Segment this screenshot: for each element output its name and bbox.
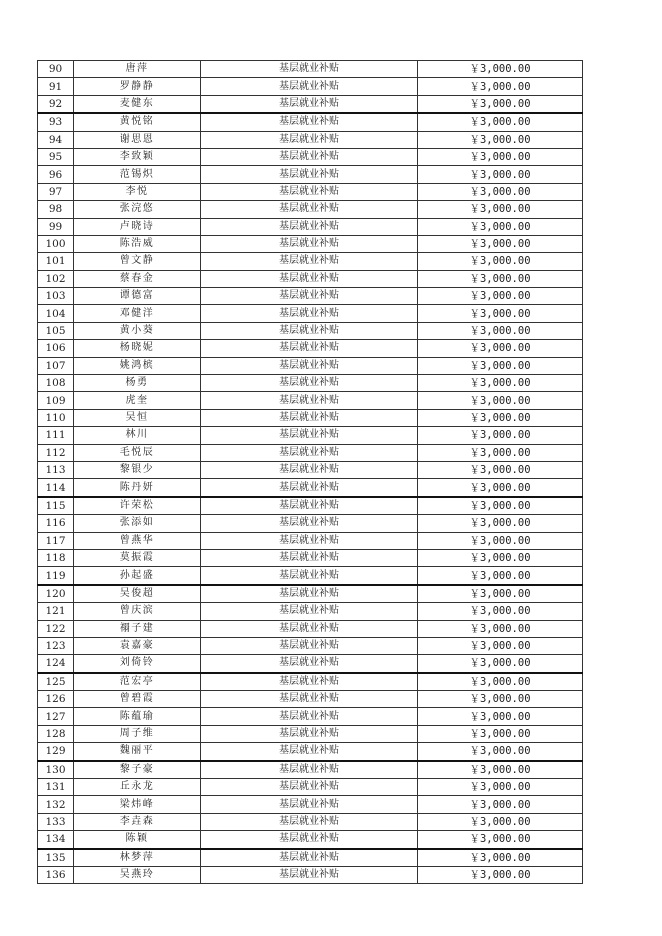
row-number: 95 bbox=[38, 148, 74, 165]
recipient-name: 黎子豪 bbox=[74, 761, 201, 779]
recipient-name: 范锡炽 bbox=[74, 166, 201, 183]
recipient-name: 杨勇 bbox=[74, 375, 201, 392]
recipient-name: 张添如 bbox=[74, 515, 201, 532]
table-row bbox=[38, 78, 583, 95]
subsidy-type: 基层就业补贴 bbox=[201, 78, 418, 95]
subsidy-type: 基层就业补贴 bbox=[201, 866, 418, 883]
recipient-name: 陈蕴瑜 bbox=[74, 708, 201, 725]
subsidy-amount: ￥3,000.00 bbox=[418, 61, 583, 78]
row-number: 136 bbox=[38, 866, 74, 883]
row-number: 119 bbox=[38, 567, 74, 585]
recipient-name: 林梦萍 bbox=[74, 849, 201, 867]
table-row bbox=[38, 866, 583, 883]
recipient-name: 陈颖 bbox=[74, 831, 201, 849]
row-number: 116 bbox=[38, 515, 74, 532]
row-number: 90 bbox=[38, 61, 74, 78]
subsidy-amount: ￥3,000.00 bbox=[418, 357, 583, 374]
recipient-name: 陈丹妍 bbox=[74, 479, 201, 497]
subsidy-amount: ￥3,000.00 bbox=[418, 235, 583, 252]
row-number: 104 bbox=[38, 305, 74, 322]
subsidy-amount: ￥3,000.00 bbox=[418, 427, 583, 444]
subsidy-amount: ￥3,000.00 bbox=[418, 532, 583, 549]
row-number: 108 bbox=[38, 375, 74, 392]
row-number: 120 bbox=[38, 585, 74, 603]
recipient-name: 黎银少 bbox=[74, 461, 201, 478]
subsidy-type: 基层就业补贴 bbox=[201, 340, 418, 357]
table-row bbox=[38, 761, 583, 779]
table-row bbox=[38, 235, 583, 252]
row-number: 94 bbox=[38, 131, 74, 148]
recipient-name: 吴燕玲 bbox=[74, 866, 201, 883]
recipient-name: 孙起盛 bbox=[74, 567, 201, 585]
table-row bbox=[38, 148, 583, 165]
subsidy-type: 基层就业补贴 bbox=[201, 655, 418, 673]
row-number: 99 bbox=[38, 218, 74, 235]
subsidy-amount: ￥3,000.00 bbox=[418, 779, 583, 796]
row-number: 128 bbox=[38, 725, 74, 742]
table-row bbox=[38, 375, 583, 392]
recipient-name: 林川 bbox=[74, 427, 201, 444]
row-number: 124 bbox=[38, 655, 74, 673]
subsidy-type: 基层就业补贴 bbox=[201, 113, 418, 131]
recipient-name: 曾庆滨 bbox=[74, 603, 201, 620]
row-number: 134 bbox=[38, 831, 74, 849]
subsidy-type: 基层就业补贴 bbox=[201, 743, 418, 761]
subsidy-type: 基层就业补贴 bbox=[201, 461, 418, 478]
table-row bbox=[38, 444, 583, 461]
recipient-name: 姚鸿槟 bbox=[74, 357, 201, 374]
subsidy-amount: ￥3,000.00 bbox=[418, 673, 583, 691]
subsidy-type: 基层就业补贴 bbox=[201, 691, 418, 708]
subsidy-table-body bbox=[38, 61, 583, 884]
subsidy-amount: ￥3,000.00 bbox=[418, 409, 583, 426]
row-number: 106 bbox=[38, 340, 74, 357]
subsidy-type: 基层就业补贴 bbox=[201, 235, 418, 252]
table-row bbox=[38, 253, 583, 270]
row-number: 135 bbox=[38, 849, 74, 867]
recipient-name: 李悦 bbox=[74, 183, 201, 200]
recipient-name: 袁嘉豪 bbox=[74, 637, 201, 654]
subsidy-amount: ￥3,000.00 bbox=[418, 620, 583, 637]
table-row bbox=[38, 603, 583, 620]
subsidy-type: 基层就业补贴 bbox=[201, 305, 418, 322]
table-row bbox=[38, 95, 583, 113]
row-number: 93 bbox=[38, 113, 74, 131]
subsidy-type: 基层就业补贴 bbox=[201, 392, 418, 409]
table-row bbox=[38, 201, 583, 218]
subsidy-amount: ￥3,000.00 bbox=[418, 444, 583, 461]
subsidy-type: 基层就业补贴 bbox=[201, 444, 418, 461]
subsidy-type: 基层就业补贴 bbox=[201, 779, 418, 796]
table-row bbox=[38, 549, 583, 566]
subsidy-type: 基层就业补贴 bbox=[201, 218, 418, 235]
subsidy-type: 基层就业补贴 bbox=[201, 270, 418, 287]
table-row bbox=[38, 288, 583, 305]
row-number: 127 bbox=[38, 708, 74, 725]
row-number: 111 bbox=[38, 427, 74, 444]
subsidy-amount: ￥3,000.00 bbox=[418, 479, 583, 497]
recipient-name: 黄悦铭 bbox=[74, 113, 201, 131]
subsidy-type: 基层就业补贴 bbox=[201, 725, 418, 742]
subsidy-type: 基层就业补贴 bbox=[201, 166, 418, 183]
row-number: 98 bbox=[38, 201, 74, 218]
subsidy-type: 基层就业补贴 bbox=[201, 497, 418, 515]
subsidy-amount: ￥3,000.00 bbox=[418, 131, 583, 148]
subsidy-type: 基层就业补贴 bbox=[201, 253, 418, 270]
row-number: 113 bbox=[38, 461, 74, 478]
subsidy-type: 基层就业补贴 bbox=[201, 831, 418, 849]
subsidy-type: 基层就业补贴 bbox=[201, 637, 418, 654]
row-number: 107 bbox=[38, 357, 74, 374]
recipient-name: 莫振霞 bbox=[74, 549, 201, 566]
recipient-name: 蔡春金 bbox=[74, 270, 201, 287]
table-row bbox=[38, 322, 583, 339]
row-number: 131 bbox=[38, 779, 74, 796]
row-number: 92 bbox=[38, 95, 74, 113]
row-number: 103 bbox=[38, 288, 74, 305]
recipient-name: 禤子建 bbox=[74, 620, 201, 637]
recipient-name: 范宏亭 bbox=[74, 673, 201, 691]
table-row bbox=[38, 567, 583, 585]
table-row bbox=[38, 708, 583, 725]
table-row bbox=[38, 515, 583, 532]
table-row bbox=[38, 655, 583, 673]
subsidy-type: 基层就业补贴 bbox=[201, 515, 418, 532]
table-row bbox=[38, 725, 583, 742]
table-row bbox=[38, 796, 583, 813]
subsidy-amount: ￥3,000.00 bbox=[418, 585, 583, 603]
subsidy-amount: ￥3,000.00 bbox=[418, 866, 583, 883]
subsidy-amount: ￥3,000.00 bbox=[418, 253, 583, 270]
subsidy-type: 基层就业补贴 bbox=[201, 549, 418, 566]
subsidy-type: 基层就业补贴 bbox=[201, 796, 418, 813]
subsidy-amount: ￥3,000.00 bbox=[418, 655, 583, 673]
table-row bbox=[38, 497, 583, 515]
subsidy-type: 基层就业补贴 bbox=[201, 95, 418, 113]
row-number: 97 bbox=[38, 183, 74, 200]
subsidy-amount: ￥3,000.00 bbox=[418, 218, 583, 235]
subsidy-amount: ￥3,000.00 bbox=[418, 567, 583, 585]
subsidy-type: 基层就业补贴 bbox=[201, 183, 418, 200]
subsidy-type: 基层就业补贴 bbox=[201, 761, 418, 779]
subsidy-amount: ￥3,000.00 bbox=[418, 691, 583, 708]
subsidy-amount: ￥3,000.00 bbox=[418, 288, 583, 305]
subsidy-table bbox=[37, 60, 583, 884]
row-number: 133 bbox=[38, 813, 74, 830]
subsidy-amount: ￥3,000.00 bbox=[418, 375, 583, 392]
table-row bbox=[38, 131, 583, 148]
subsidy-amount: ￥3,000.00 bbox=[418, 831, 583, 849]
recipient-name: 罗静静 bbox=[74, 78, 201, 95]
subsidy-amount: ￥3,000.00 bbox=[418, 603, 583, 620]
recipient-name: 谭德富 bbox=[74, 288, 201, 305]
recipient-name: 李致颖 bbox=[74, 148, 201, 165]
recipient-name: 丘永龙 bbox=[74, 779, 201, 796]
table-row bbox=[38, 620, 583, 637]
table-row bbox=[38, 305, 583, 322]
subsidy-amount: ￥3,000.00 bbox=[418, 761, 583, 779]
subsidy-amount: ￥3,000.00 bbox=[418, 796, 583, 813]
recipient-name: 杨晓妮 bbox=[74, 340, 201, 357]
table-row bbox=[38, 585, 583, 603]
table-row bbox=[38, 183, 583, 200]
subsidy-amount: ￥3,000.00 bbox=[418, 813, 583, 830]
table-row bbox=[38, 113, 583, 131]
row-number: 117 bbox=[38, 532, 74, 549]
subsidy-type: 基层就业补贴 bbox=[201, 673, 418, 691]
recipient-name: 邓健洋 bbox=[74, 305, 201, 322]
subsidy-type: 基层就业补贴 bbox=[201, 61, 418, 78]
row-number: 130 bbox=[38, 761, 74, 779]
subsidy-amount: ￥3,000.00 bbox=[418, 849, 583, 867]
row-number: 123 bbox=[38, 637, 74, 654]
subsidy-amount: ￥3,000.00 bbox=[418, 166, 583, 183]
subsidy-amount: ￥3,000.00 bbox=[418, 113, 583, 131]
row-number: 114 bbox=[38, 479, 74, 497]
recipient-name: 魏丽平 bbox=[74, 743, 201, 761]
row-number: 122 bbox=[38, 620, 74, 637]
subsidy-amount: ￥3,000.00 bbox=[418, 78, 583, 95]
row-number: 112 bbox=[38, 444, 74, 461]
row-number: 96 bbox=[38, 166, 74, 183]
row-number: 115 bbox=[38, 497, 74, 515]
recipient-name: 曾文静 bbox=[74, 253, 201, 270]
row-number: 105 bbox=[38, 322, 74, 339]
recipient-name: 唐萍 bbox=[74, 61, 201, 78]
subsidy-type: 基层就业补贴 bbox=[201, 567, 418, 585]
table-row bbox=[38, 166, 583, 183]
subsidy-amount: ￥3,000.00 bbox=[418, 461, 583, 478]
table-row bbox=[38, 340, 583, 357]
recipient-name: 毛悦辰 bbox=[74, 444, 201, 461]
row-number: 102 bbox=[38, 270, 74, 287]
row-number: 118 bbox=[38, 549, 74, 566]
subsidy-type: 基层就业补贴 bbox=[201, 201, 418, 218]
subsidy-type: 基层就业补贴 bbox=[201, 708, 418, 725]
row-number: 91 bbox=[38, 78, 74, 95]
table-row bbox=[38, 532, 583, 549]
subsidy-type: 基层就业补贴 bbox=[201, 409, 418, 426]
table-row bbox=[38, 673, 583, 691]
subsidy-type: 基层就业补贴 bbox=[201, 849, 418, 867]
subsidy-type: 基层就业补贴 bbox=[201, 322, 418, 339]
subsidy-amount: ￥3,000.00 bbox=[418, 270, 583, 287]
subsidy-type: 基层就业补贴 bbox=[201, 620, 418, 637]
table-row bbox=[38, 270, 583, 287]
table-row bbox=[38, 831, 583, 849]
recipient-name: 曾碧霞 bbox=[74, 691, 201, 708]
subsidy-type: 基层就业补贴 bbox=[201, 532, 418, 549]
subsidy-amount: ￥3,000.00 bbox=[418, 708, 583, 725]
table-row bbox=[38, 479, 583, 497]
table-row bbox=[38, 691, 583, 708]
table-row bbox=[38, 637, 583, 654]
subsidy-type: 基层就业补贴 bbox=[201, 131, 418, 148]
table-row bbox=[38, 813, 583, 830]
subsidy-type: 基层就业补贴 bbox=[201, 813, 418, 830]
row-number: 110 bbox=[38, 409, 74, 426]
recipient-name: 周子维 bbox=[74, 725, 201, 742]
row-number: 125 bbox=[38, 673, 74, 691]
table-row bbox=[38, 849, 583, 867]
row-number: 101 bbox=[38, 253, 74, 270]
recipient-name: 吴恒 bbox=[74, 409, 201, 426]
row-number: 132 bbox=[38, 796, 74, 813]
subsidy-amount: ￥3,000.00 bbox=[418, 148, 583, 165]
recipient-name: 卢晓诗 bbox=[74, 218, 201, 235]
subsidy-amount: ￥3,000.00 bbox=[418, 497, 583, 515]
subsidy-amount: ￥3,000.00 bbox=[418, 183, 583, 200]
subsidy-type: 基层就业补贴 bbox=[201, 288, 418, 305]
subsidy-type: 基层就业补贴 bbox=[201, 585, 418, 603]
subsidy-amount: ￥3,000.00 bbox=[418, 340, 583, 357]
table-row bbox=[38, 392, 583, 409]
table-row bbox=[38, 61, 583, 78]
recipient-name: 刘倚铃 bbox=[74, 655, 201, 673]
recipient-name: 曾燕华 bbox=[74, 532, 201, 549]
subsidy-amount: ￥3,000.00 bbox=[418, 322, 583, 339]
recipient-name: 梁炜峰 bbox=[74, 796, 201, 813]
recipient-name: 陈浩威 bbox=[74, 235, 201, 252]
subsidy-type: 基层就业补贴 bbox=[201, 375, 418, 392]
recipient-name: 黄小葵 bbox=[74, 322, 201, 339]
subsidy-amount: ￥3,000.00 bbox=[418, 201, 583, 218]
subsidy-amount: ￥3,000.00 bbox=[418, 549, 583, 566]
subsidy-amount: ￥3,000.00 bbox=[418, 725, 583, 742]
row-number: 121 bbox=[38, 603, 74, 620]
table-row bbox=[38, 218, 583, 235]
subsidy-amount: ￥3,000.00 bbox=[418, 95, 583, 113]
recipient-name: 虎奎 bbox=[74, 392, 201, 409]
recipient-name: 张浣悠 bbox=[74, 201, 201, 218]
table-row bbox=[38, 743, 583, 761]
recipient-name: 谢思恩 bbox=[74, 131, 201, 148]
recipient-name: 许荣松 bbox=[74, 497, 201, 515]
subsidy-amount: ￥3,000.00 bbox=[418, 392, 583, 409]
subsidy-amount: ￥3,000.00 bbox=[418, 515, 583, 532]
table-row bbox=[38, 427, 583, 444]
subsidy-amount: ￥3,000.00 bbox=[418, 637, 583, 654]
row-number: 109 bbox=[38, 392, 74, 409]
table-row bbox=[38, 357, 583, 374]
row-number: 100 bbox=[38, 235, 74, 252]
subsidy-type: 基层就业补贴 bbox=[201, 148, 418, 165]
row-number: 129 bbox=[38, 743, 74, 761]
subsidy-type: 基层就业补贴 bbox=[201, 427, 418, 444]
subsidy-type: 基层就业补贴 bbox=[201, 603, 418, 620]
subsidy-type: 基层就业补贴 bbox=[201, 479, 418, 497]
table-row bbox=[38, 409, 583, 426]
subsidy-amount: ￥3,000.00 bbox=[418, 305, 583, 322]
recipient-name: 吴俊超 bbox=[74, 585, 201, 603]
recipient-name: 李垚森 bbox=[74, 813, 201, 830]
table-row bbox=[38, 779, 583, 796]
recipient-name: 麦健东 bbox=[74, 95, 201, 113]
subsidy-type: 基层就业补贴 bbox=[201, 357, 418, 374]
subsidy-amount: ￥3,000.00 bbox=[418, 743, 583, 761]
row-number: 126 bbox=[38, 691, 74, 708]
table-row bbox=[38, 461, 583, 478]
